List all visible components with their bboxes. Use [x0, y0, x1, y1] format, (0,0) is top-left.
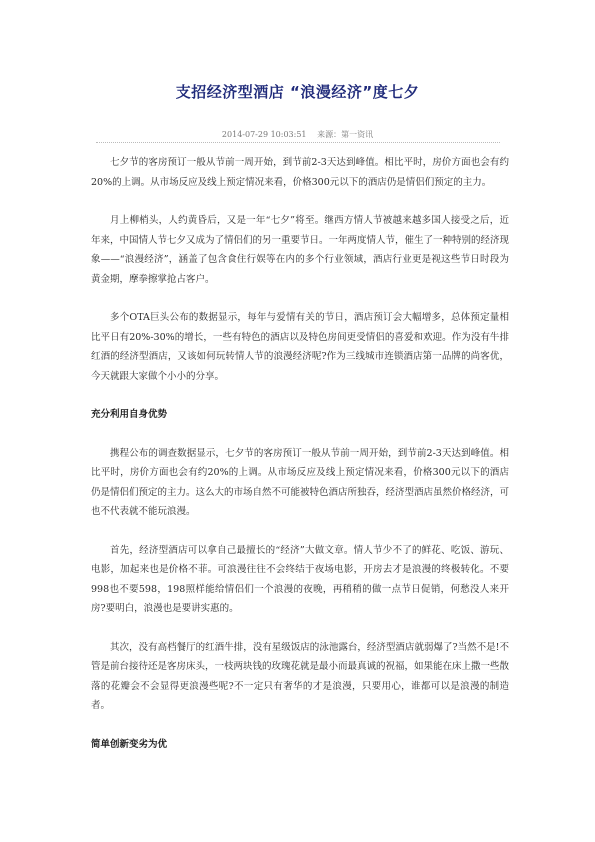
paragraph-2: 月上柳梢头，人约黄昏后，又是一年“七夕”将至。继西方情人节被越来越多国人接受之后，近年来，中国情人节七夕又成为了情侣们的另一重要节日。一年两度情人节，催生了一种特别的经济现象——“浪漫经济”，涵盖了包含食住行娱等在内的多个行业领域，酒店行业更是视这些节日时段为黄金期，摩拳擦掌抢占客户。 — [91, 215, 510, 285]
article-source: 来源：第一资讯 — [317, 130, 374, 139]
article-title: 支招经济型酒店 “浪漫经济”度七夕 — [175, 83, 420, 101]
article-body — [91, 153, 509, 773]
paragraph-5: 首先，经济型酒店可以拿自己最擅长的“经济”大做文章。情人节少不了的鲜花、吃饭、游玩、电影，加起来也是价格不菲。可浪漫往往不会终结于夜场电影，开房去才是浪漫的终极转化。不要998也不要598，198照样能给情侣们一个浪漫的夜晚，再稍稍的做一点节日促销，何愁没人来开房?要明白，浪漫也是要讲实惠的。 — [91, 544, 509, 614]
publish-date: 2014-07-29 10:03:51 — [221, 130, 307, 139]
paragraph-6: 其次，没有高档餐厅的红酒牛排，没有星级饭店的泳池露台，经济型酒店就弱爆了?当然不是!不管是前台接待还是客房床头，一枝两块钱的玫瑰花就是最小而最真诚的祝福，如果能在床上撒一些散落的花瓣会不会显得更浪漫些呢?不一定只有奢华的才是浪漫，只要用心，谁都可以是浪漫的制造者。 — [91, 641, 510, 711]
section-heading-2: 简单创新变劣为优 — [91, 738, 168, 750]
paragraph-3: 多个OTA巨头公布的数据显示，每年与爱情有关的节日，酒店预订会大幅增多，总体预定量相比平日有20%-30%的增长，一些有特色的酒店以及特色房间更受情侣的喜爱和欢迎。作为没有牛排红酒的经济型酒店，又该如何玩转情人节的浪漫经济呢?作为三线城市连锁酒店第一品牌的尚客优，今天就跟大家做个小小的分享。 — [91, 312, 509, 382]
meta-divider — [96, 142, 500, 143]
paragraph-1: 七夕节的客房预订一般从节前一周开始，到节前2-3天达到峰值。相比平时，房价方面也会有约20%的上调。从市场反应及线上预定情况来看，价格300元以下的酒店仍是情侣们预定的主力。 — [91, 157, 509, 188]
section-heading-1: 充分利用自身优势 — [91, 409, 168, 420]
paragraph-4: 携程公布的调查数据显示，七夕节的客房预订一般从节前一周开始，到节前2-3天达到峰值。相比平时，房价方面也会有约20%的上调。从市场反应及线上预定情况来看，价格300元以下的酒店仍是情侣们预定的主力。这么大的市场自然不可能被特色酒店所独吞，经济型酒店虽然价格经济，可也不代表就不能玩浪漫。 — [91, 447, 510, 517]
article-meta — [0, 129, 595, 140]
